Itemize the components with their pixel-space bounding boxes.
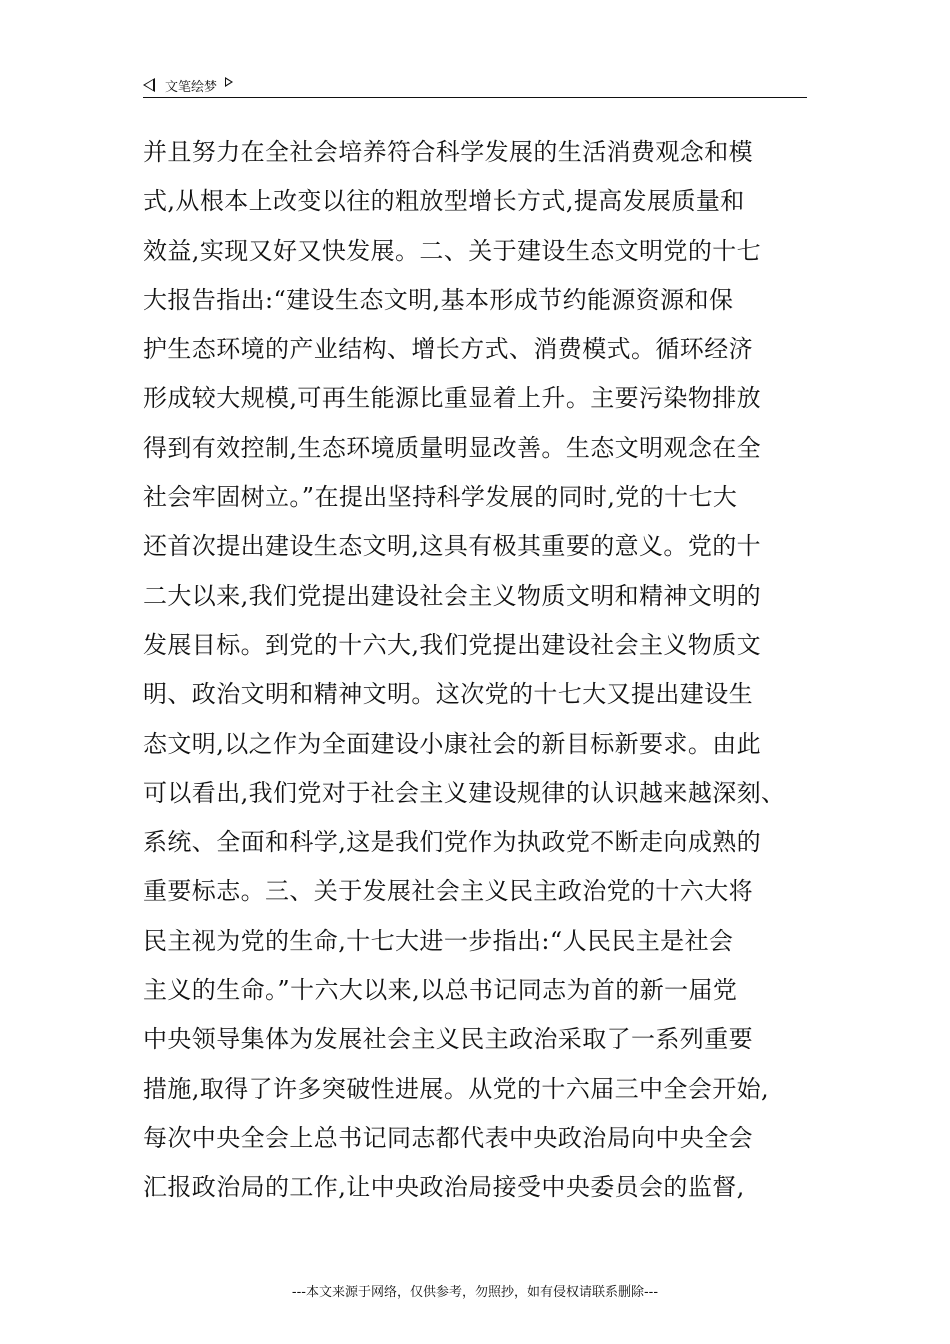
header-title: 文笔绘梦 xyxy=(165,79,218,95)
text-line: 汇报政治局的工作,让中央政治局接受中央委员会的监督, xyxy=(143,1173,745,1202)
text-line: 社会牢固树立。”在提出坚持科学发展的同时,党的十七大 xyxy=(143,483,738,512)
text-line: 大报告指出:“建设生态文明,基本形成节约能源资源和保 xyxy=(143,285,734,314)
text-line: 二大以来,我们党提出建设社会主义物质文明和精神文明的 xyxy=(143,581,762,610)
header-divider xyxy=(143,97,807,98)
text-line: 可以看出,我们党对于社会主义建设规律的认识越来越深刻、 xyxy=(143,778,786,807)
text-line: 中央领导集体为发展社会主义民主政治采取了一系列重要 xyxy=(143,1025,753,1054)
text-line: 形成较大规模,可再生能源比重显着上升。主要污染物排放 xyxy=(143,384,762,413)
text-line: 重要标志。三、关于发展社会主义民主政治党的十六大将 xyxy=(143,877,753,906)
body-text xyxy=(143,128,807,1213)
text-line: 得到有效控制,生态环境质量明显改善。生态文明观念在全 xyxy=(143,433,762,462)
text-line: 护生态环境的产业结构、增长方式、消费模式。循环经济 xyxy=(143,335,753,364)
text-line: 民主视为党的生命,十七大进一步指出:“人民民主是社会 xyxy=(143,926,734,955)
footer-notice: ---本文来源于网络，仅供参考，勿照抄，如有侵权请联系删除--- xyxy=(291,1285,659,1300)
text-line: 效益,实现又好又快发展。二、关于建设生态文明党的十七 xyxy=(143,236,762,265)
page-header xyxy=(143,74,807,96)
triangle-left-icon xyxy=(143,78,155,92)
text-line: 每次中央全会上总书记同志都代表中央政治局向中央全会 xyxy=(143,1123,753,1152)
text-line: 态文明,以之作为全面建设小康社会的新目标新要求。由此 xyxy=(143,729,762,758)
text-line: 系统、全面和科学,这是我们党作为执政党不断走向成熟的 xyxy=(143,828,762,857)
text-line: 式,从根本上改变以往的粗放型增长方式,提高发展质量和 xyxy=(143,187,745,216)
text-line: 主义的生命。”十六大以来,以总书记同志为首的新一届党 xyxy=(143,976,738,1005)
triangle-right-icon xyxy=(225,77,233,87)
text-line: 并且努力在全社会培养符合科学发展的生活消费观念和模 xyxy=(143,138,753,166)
text-line: 还首次提出建设生态文明,这具有极其重要的意义。党的十 xyxy=(143,532,762,561)
text-line: 发展目标。到党的十六大,我们党提出建设社会主义物质文 xyxy=(143,630,762,659)
text-line: 措施,取得了许多突破性进展。从党的十六届三中全会开始, xyxy=(143,1074,770,1103)
text-line: 明、政治文明和精神文明。这次党的十七大又提出建设生 xyxy=(143,680,753,709)
